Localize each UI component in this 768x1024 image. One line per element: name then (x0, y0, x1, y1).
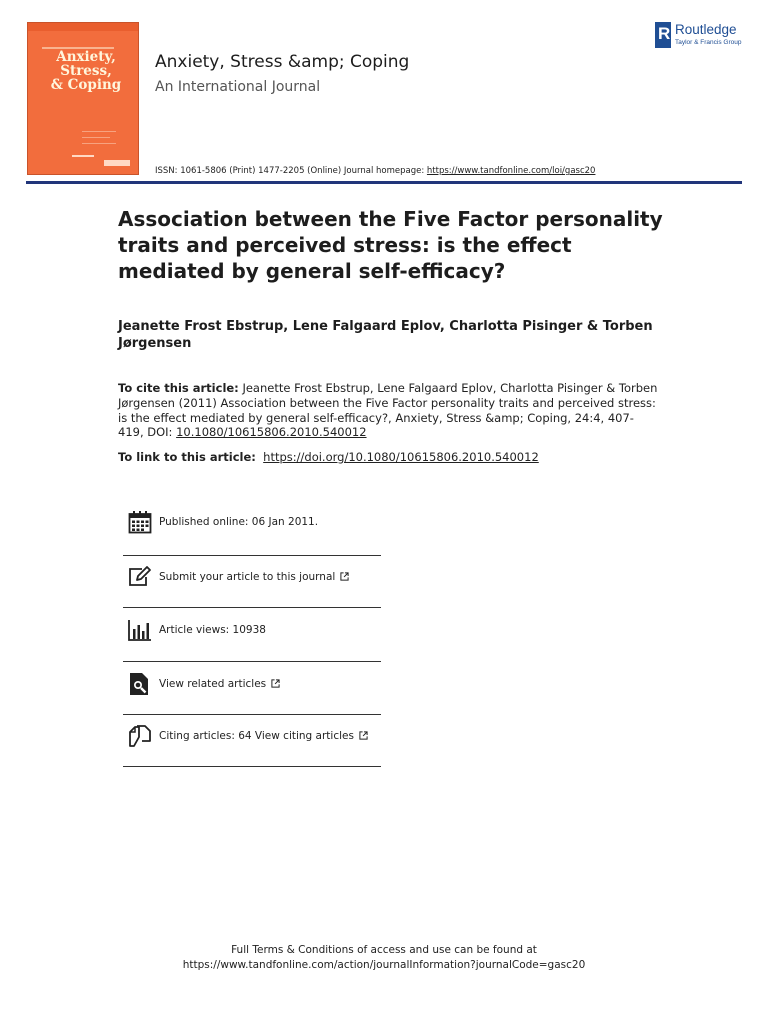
cover-publisher-mark (104, 160, 130, 166)
divider (123, 714, 381, 715)
related-articles-link[interactable] (123, 672, 381, 724)
related-articles-label: View related articles (159, 678, 280, 690)
cover-title (36, 50, 136, 92)
publisher-name: Routledge (675, 22, 737, 37)
submit-article-link[interactable] (123, 565, 381, 617)
journal-subtitle: An International Journal (155, 79, 321, 95)
external-link-icon (340, 572, 349, 581)
external-link-icon (271, 679, 280, 688)
cover-title-line: Stress, (60, 63, 112, 79)
article-views-row (123, 618, 381, 670)
cover-strip (28, 23, 138, 31)
journal-title: Anxiety, Stress &amp; Coping (155, 52, 410, 72)
routledge-logo-icon (655, 22, 671, 48)
citing-articles-link[interactable] (123, 724, 381, 776)
submit-article-label: Submit your article to this journal (159, 571, 349, 583)
journal-cover (27, 22, 139, 175)
doi-link[interactable]: https://doi.org/10.1080/10615806.2010.540012 (263, 450, 539, 464)
cover-title-line: Anxiety, (56, 49, 116, 65)
issn-line (155, 166, 595, 176)
calendar-icon (128, 510, 152, 534)
document-search-icon (128, 672, 152, 696)
journal-homepage-link[interactable]: https://www.tandfonline.com/loi/gasc20 (426, 166, 596, 176)
logo-letter: R (658, 24, 671, 43)
cite-doi-link[interactable]: 10.1080/10615806.2010.540012 (176, 425, 367, 440)
divider (123, 661, 381, 662)
citation (118, 381, 658, 440)
divider (123, 555, 381, 556)
cover-title-line: & Coping (50, 77, 122, 93)
cite-label: To cite this article: (118, 381, 239, 395)
article-link (118, 450, 658, 464)
divider (123, 766, 381, 767)
bar-chart-icon (128, 618, 152, 642)
terms-footer (0, 943, 768, 973)
footer-line: Full Terms & Conditions of access and use can be found at (231, 944, 537, 956)
publisher-group: Taylor & Francis Group (675, 39, 742, 46)
external-link-icon (359, 731, 368, 740)
cite-text: Jeanette Frost Ebstrup, Lene Falgaard Eplov, Charlotta Pisinger & Torben Jørgensen (2011) Association between the Five Factor personality traits and perceived stress: is the effect mediated by general self-efficacy?, Anxiety, Stress &amp; Coping, 24:4, 407-419, DOI: (118, 381, 658, 440)
article-views: Article views: 10938 (159, 624, 266, 636)
article-authors: Jeanette Frost Ebstrup, Lene Falgaard Eplov, Charlotta Pisinger & Torben Jørgensen (118, 319, 653, 351)
terms-link[interactable]: https://www.tandfonline.com/action/journalInformation?journalCode=gasc20 (182, 959, 586, 971)
published-date: Published online: 06 Jan 2011. (159, 516, 319, 528)
article-title: Association between the Five Factor personality traits and perceived stress: is the effect mediated by general self-efficacy? (118, 207, 663, 283)
copy-documents-icon (128, 724, 152, 748)
header-divider (26, 181, 742, 184)
divider (123, 607, 381, 608)
issn-text: ISSN: 1061-5806 (Print) 1477-2205 (Online) Journal homepage: (155, 166, 427, 176)
citing-articles-label: Citing articles: 64 View citing articles (159, 730, 368, 742)
link-label: To link to this article: (118, 450, 256, 464)
edit-icon (128, 565, 152, 589)
